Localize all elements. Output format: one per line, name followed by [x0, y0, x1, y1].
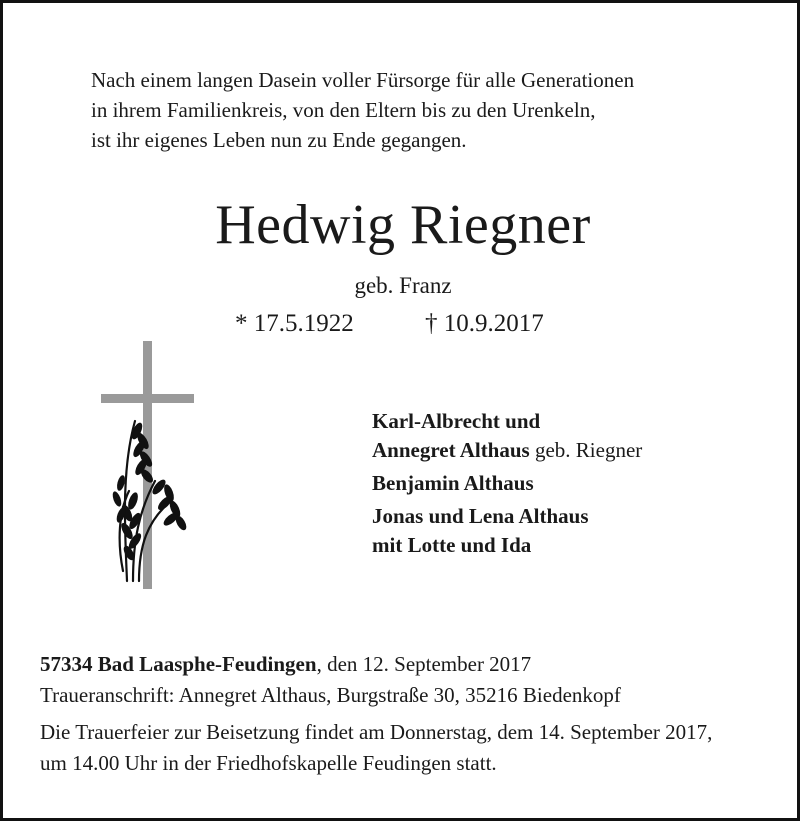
intro-line: in ihrem Familienkreis, von den Eltern bis zu den Urenkeln, [91, 98, 596, 122]
mourner-line: Jonas und Lena Althaus [372, 504, 589, 528]
mourner-line: Karl-Albrecht und [372, 409, 541, 433]
intro-text [91, 65, 751, 155]
intro-line: ist ihr eigenes Leben nun zu Ende gegangen. [91, 128, 467, 152]
mourner-line [372, 436, 772, 465]
mourning-address: Traueranschrift: Annegret Althaus, Burgstraße 30, 35216 Biedenkopf [40, 683, 621, 707]
mourner-line: mit Lotte und Ida [372, 533, 532, 557]
place-date-line [40, 649, 780, 680]
maiden-name: geb. Franz [354, 273, 452, 298]
birth-date: * 17.5.1922 [235, 310, 354, 337]
intro-line: Nach einem langen Dasein voller Fürsorge für alle Generationen [91, 68, 635, 92]
mourners-block [372, 407, 772, 560]
service-info-line: um 14.00 Uhr in der Friedhofskapelle Feudingen statt. [40, 751, 497, 775]
notice-date: , den 12. September 2017 [316, 652, 532, 676]
service-info-line: Die Trauerfeier zur Beisetzung findet am Donnerstag, dem 14. September 2017, [40, 720, 713, 744]
mourner-maiden-name: geb. Riegner [529, 438, 643, 462]
place: 57334 Bad Laasphe-Feudingen [40, 652, 317, 676]
mourner-name: Annegret Althaus [372, 438, 530, 462]
deceased-name: Hedwig Riegner [215, 194, 591, 256]
cross-with-wheat-icon [99, 341, 199, 589]
mourner-line: Benjamin Althaus [372, 471, 534, 495]
footer-block [40, 649, 780, 779]
death-date: † 10.9.2017 [425, 310, 544, 337]
